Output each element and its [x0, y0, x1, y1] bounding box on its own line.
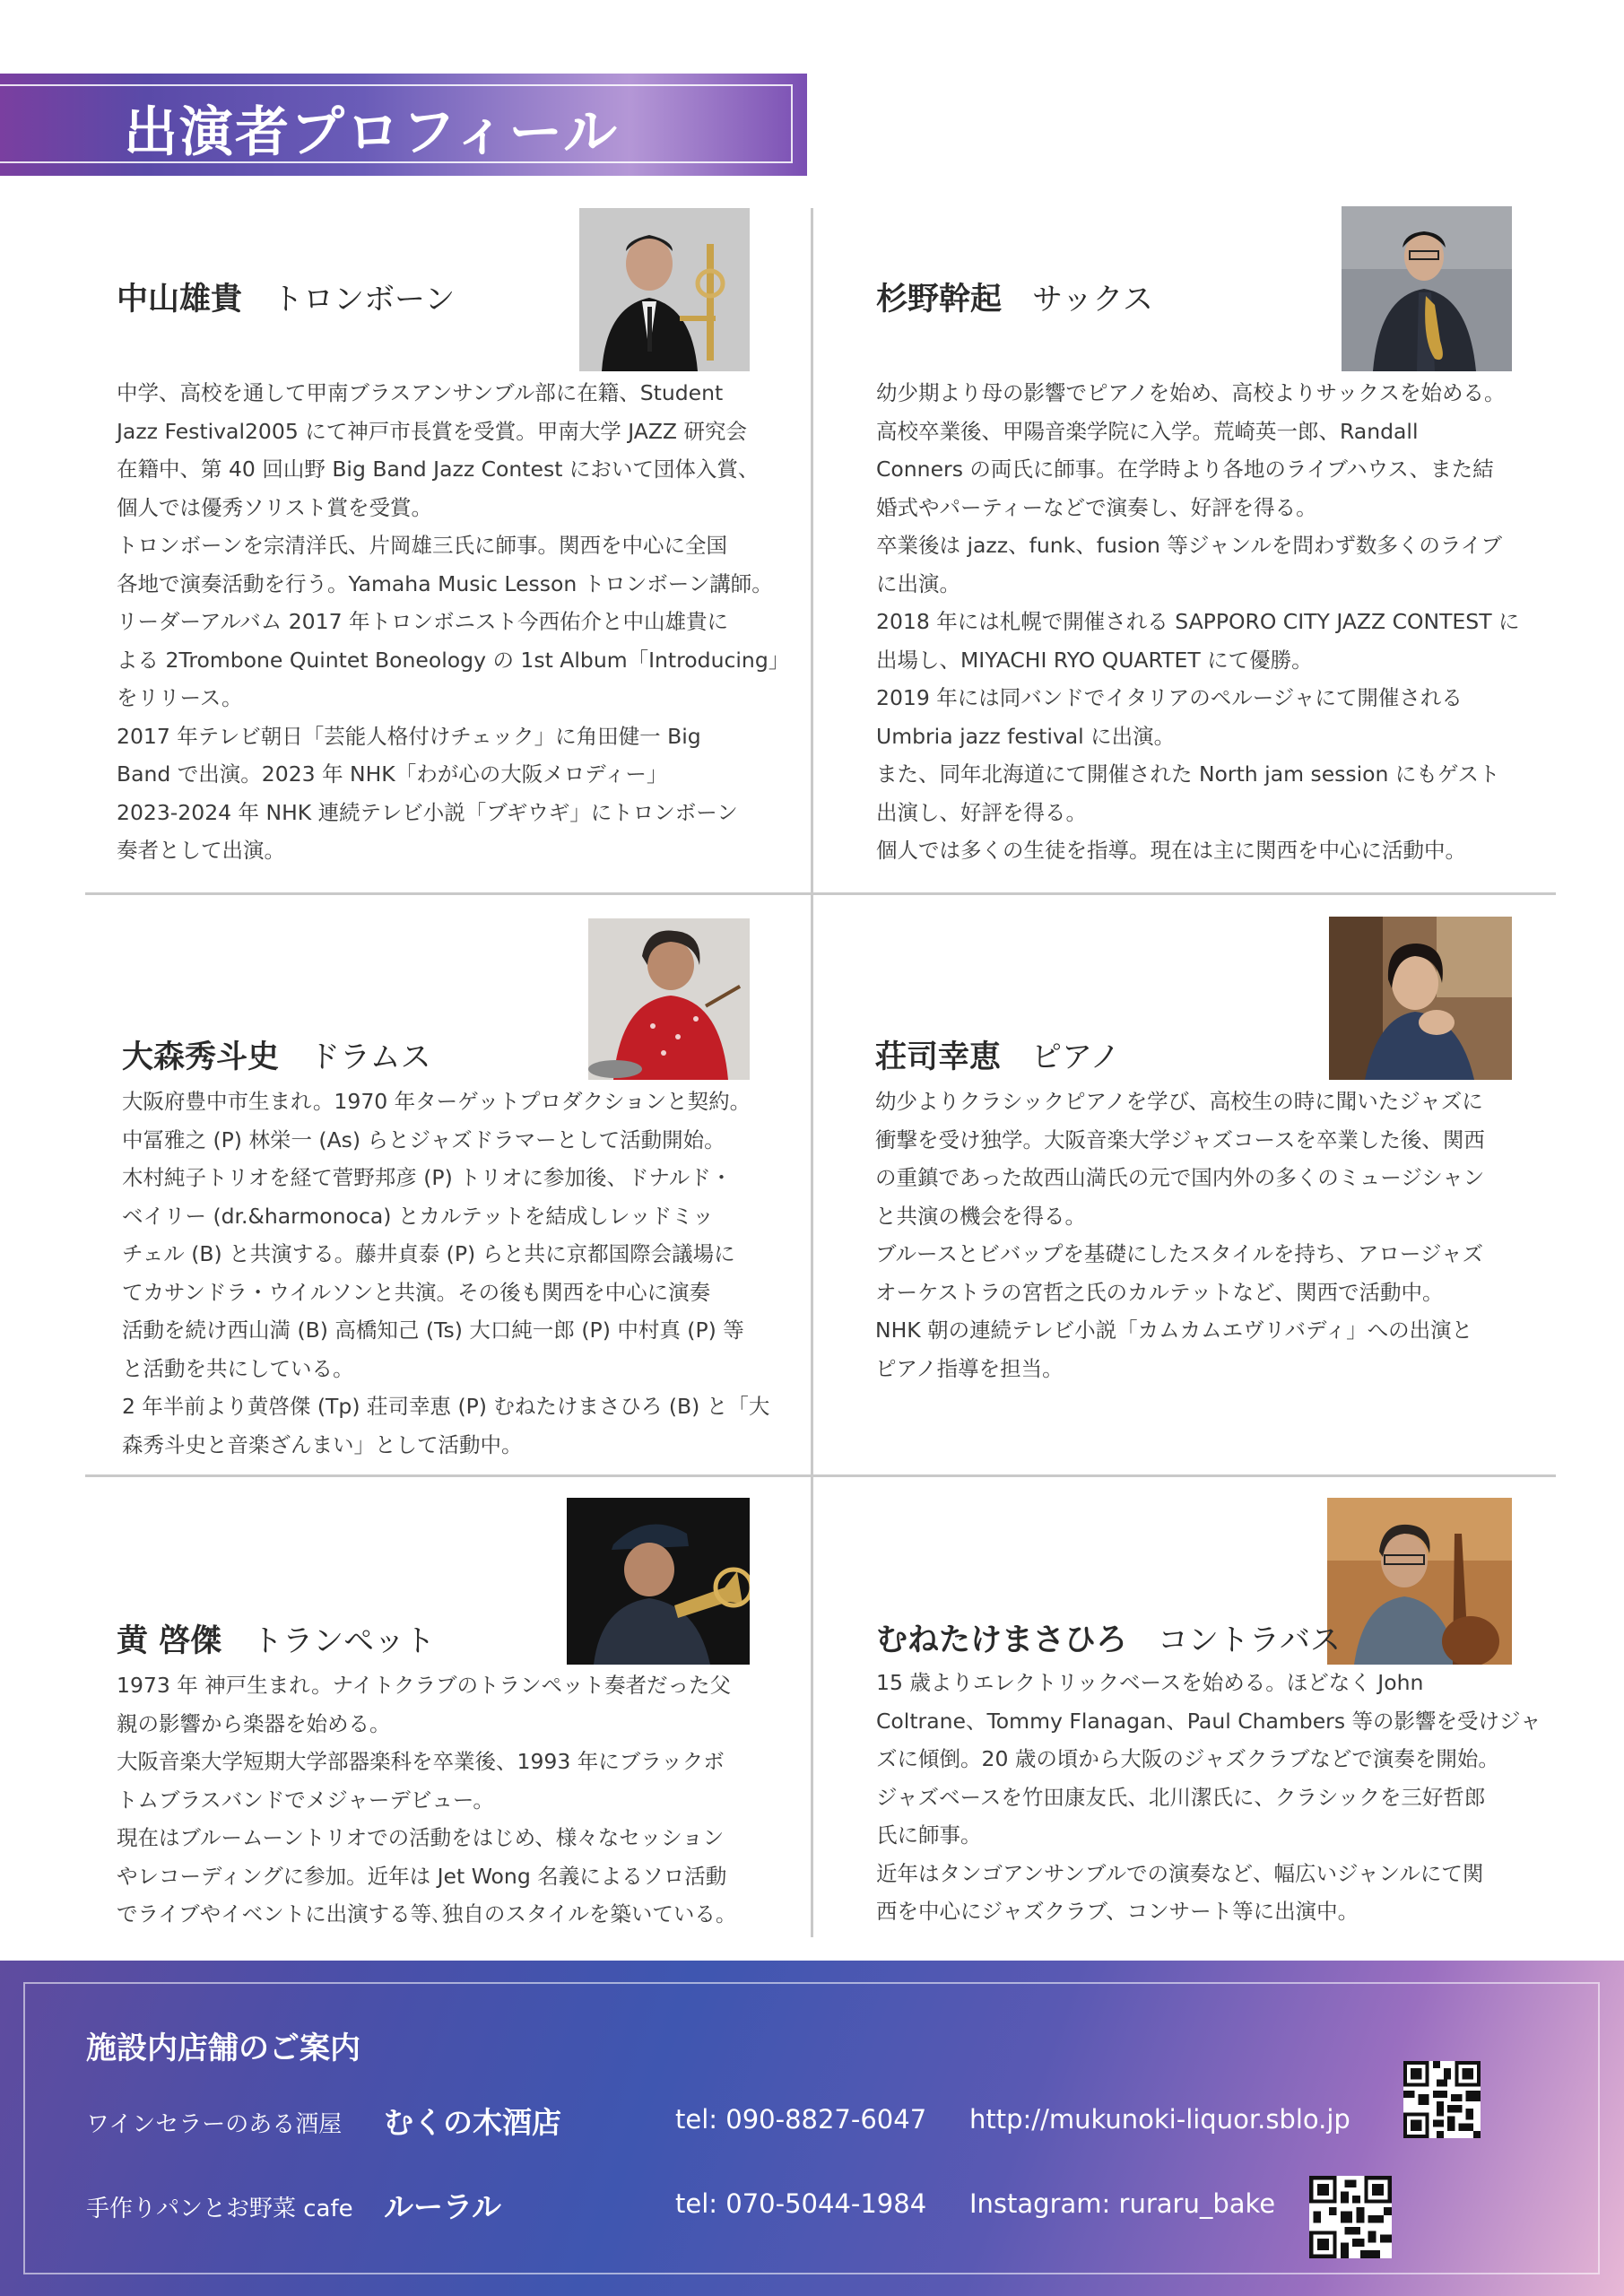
shop-2-description: 手作りパンとお野菜 cafe — [86, 2196, 353, 2222]
profile-name-1: 中山雄貴 トロンボーン — [117, 282, 456, 317]
profile-photo-drums — [588, 918, 750, 1080]
profile-name-2: 杉野幹起 サックス — [876, 282, 1153, 317]
qr-code-icon[interactable] — [1403, 2061, 1481, 2138]
row-divider-1 — [85, 892, 1556, 895]
profile-bio-1: 中学、高校を通して甲南ブラスアンサンブル部に在籍、Student Jazz Festival2005 にて神戸市長賞を受賞。甲南大学 JAZZ 研究会 在籍中、第 40 回山野 Big Band Jazz Contest において団体入賞、 個人では優秀ソリスト賞を受賞。 トロンボーンを宗清洋氏、片岡雄三氏に師事。関西を中心に全国 各地で演奏活動を行う。Yamaha Music Lesson トロンボーン講師。 リーダーアルバム 2017 年トロンボニスト今西佑介と中山雄貴に よる 2Trombone Quintet Boneology の 1st Album「Introducing」 をリリース。 2017 年テレビ朝日「芸能人格付けチェック」に角田健一 Big Band で出演。2023 年 NHK「わが心の大阪メロディー」 2023-2024 年 NHK 連続テレビ小説「ブギウギ」にトロンボーン 奏者として出演。 — [117, 380, 790, 863]
qr-code-icon[interactable] — [1309, 2176, 1392, 2258]
profile-photo-piano — [1329, 917, 1512, 1080]
profile-bio-2: 幼少期より母の影響でピアノを始め、高校よりサックスを始める。 高校卒業後、甲陽音楽学院に入学。荒崎英一郎、Randall Conners の両氏に師事。在学時より各地のライブハウス、また結 婚式やパーティーなどで演奏し、好評を得る。 卒業後は jazz、funk、fusion 等ジャンルを問わず数多くのライブ に出演。 2018 年には札幌で開催される SAPPORO CITY JAZZ CONTEST に 出場し、MIYACHI RYO QUARTET にて優勝。 2019 年には同バンドでイタリアのペルージャにて開催される Umbria jazz festival に出演。 また、同年北海道にて開催された North jam session にもゲスト 出演し、好評を得る。 個人では多くの生徒を指導。現在は主に関西を中心に活動中。 — [876, 380, 1520, 863]
profile-photo-trombone — [579, 208, 750, 371]
profile-name-5: 黄 啓傑 トランペット — [117, 1623, 436, 1659]
row-divider-2 — [85, 1474, 1556, 1477]
shop-2-name: ルーラル — [384, 2189, 502, 2224]
profile-photo-trumpet — [567, 1498, 750, 1665]
profile-photo-sax — [1342, 206, 1512, 371]
profile-name-4: 荘司幸恵 ピアノ — [875, 1039, 1121, 1075]
profile-bio-6: 15 歳よりエレクトリックベースを始める。ほどなく John Coltrane、Tommy Flanagan、Paul Chambers 等の影響を受けジャ ズに傾倒。20 歳の頃から大阪のジャズクラブなどで演奏を開始。 ジャズベースを竹田康友氏、北川潔氏に、クラシックを三好哲郎 氏に師事。 近年はタンゴアンサンブルでの演奏など、幅広いジャンルにて関 西を中心にジャズクラブ、コンサート等に出演中。 — [876, 1670, 1541, 1924]
column-divider — [811, 208, 813, 1937]
profile-photo-contrabass — [1327, 1498, 1512, 1665]
profile-bio-5: 1973 年 神戸生まれ。ナイトクラブのトランペット奏者だった父 親の影響から楽器を始める。 大阪音楽大学短期大学部器楽科を卒業後、1993 年にブラックボ トムブラスバンドでメジャーデビュー。 現在はブルームーントリオでの活動をはじめ、様々なセッション やレコーディングに参加。近年は Jet Wong 名義によるソロ活動 でライブやイベントに出演する等､独自のスタイルを築いている。 — [117, 1673, 737, 1926]
shop-1-description: ワインセラーのある酒屋 — [86, 2111, 343, 2138]
shop-2-instagram-link[interactable]: Instagram: ruraru_bake — [969, 2188, 1276, 2219]
profile-bio-3: 大阪府豊中市生まれ。1970 年ターゲットプロダクションと契約。 中冨雅之 (P) 林栄一 (As) らとジャズドラマーとして活動開始。 木村純子トリオを経て菅野邦彦 (P) トリオに参加後、ドナルド・ ベイリー (dr.&harmonoca) とカルテットを結成しレッドミッ チェル (B) と共演する。藤井貞泰 (P) らと共に京都国際会議場に てカサンドラ・ウイルソンと共演。その後も関西を中心に演奏 活動を続け西山満 (B) 高橋知己 (Ts) 大口純一郎 (P) 中村真 (P) 等 と活動を共にしている。 2 年半前より黄啓傑 (Tp) 荘司幸恵 (P) むねたけまさひろ (B) と「大 森秀斗史と音楽ざんまい」として活動中。 — [122, 1089, 770, 1457]
page-title: 出演者プロフィール — [124, 101, 619, 164]
shop-1-website-link[interactable]: http://mukunoki-liquor.sblo.jp — [969, 2104, 1350, 2135]
profile-name-3: 大森秀斗史 ドラムス — [122, 1039, 431, 1075]
profile-bio-4: 幼少よりクラシックピアノを学び、高校生の時に聞いたジャズに 衝撃を受け独学。大阪音楽大学ジャズコースを卒業した後、関西 の重鎮であった故西山満氏の元で国内外の多くのミュージシャン と共演の機会を得る。 ブルースとビバップを基礎にしたスタイルを持ち、アロージャズ オーケストラの宮哲之氏のカルテットなど、関西で活動中。 NHK 朝の連続テレビ小説「カムカムエヴリバディ」への出演と ピアノ指導を担当。 — [875, 1089, 1485, 1381]
shop-1-name: むくの木酒店 — [384, 2105, 561, 2140]
profile-name-6: むねたけまさひろ コントラバス — [876, 1622, 1342, 1658]
footer-title: 施設内店舗のご案内 — [86, 2031, 360, 2066]
shop-1-tel[interactable]: tel: 090-8827-6047 — [675, 2104, 927, 2135]
shop-2-tel[interactable]: tel: 070-5044-1984 — [675, 2188, 927, 2219]
